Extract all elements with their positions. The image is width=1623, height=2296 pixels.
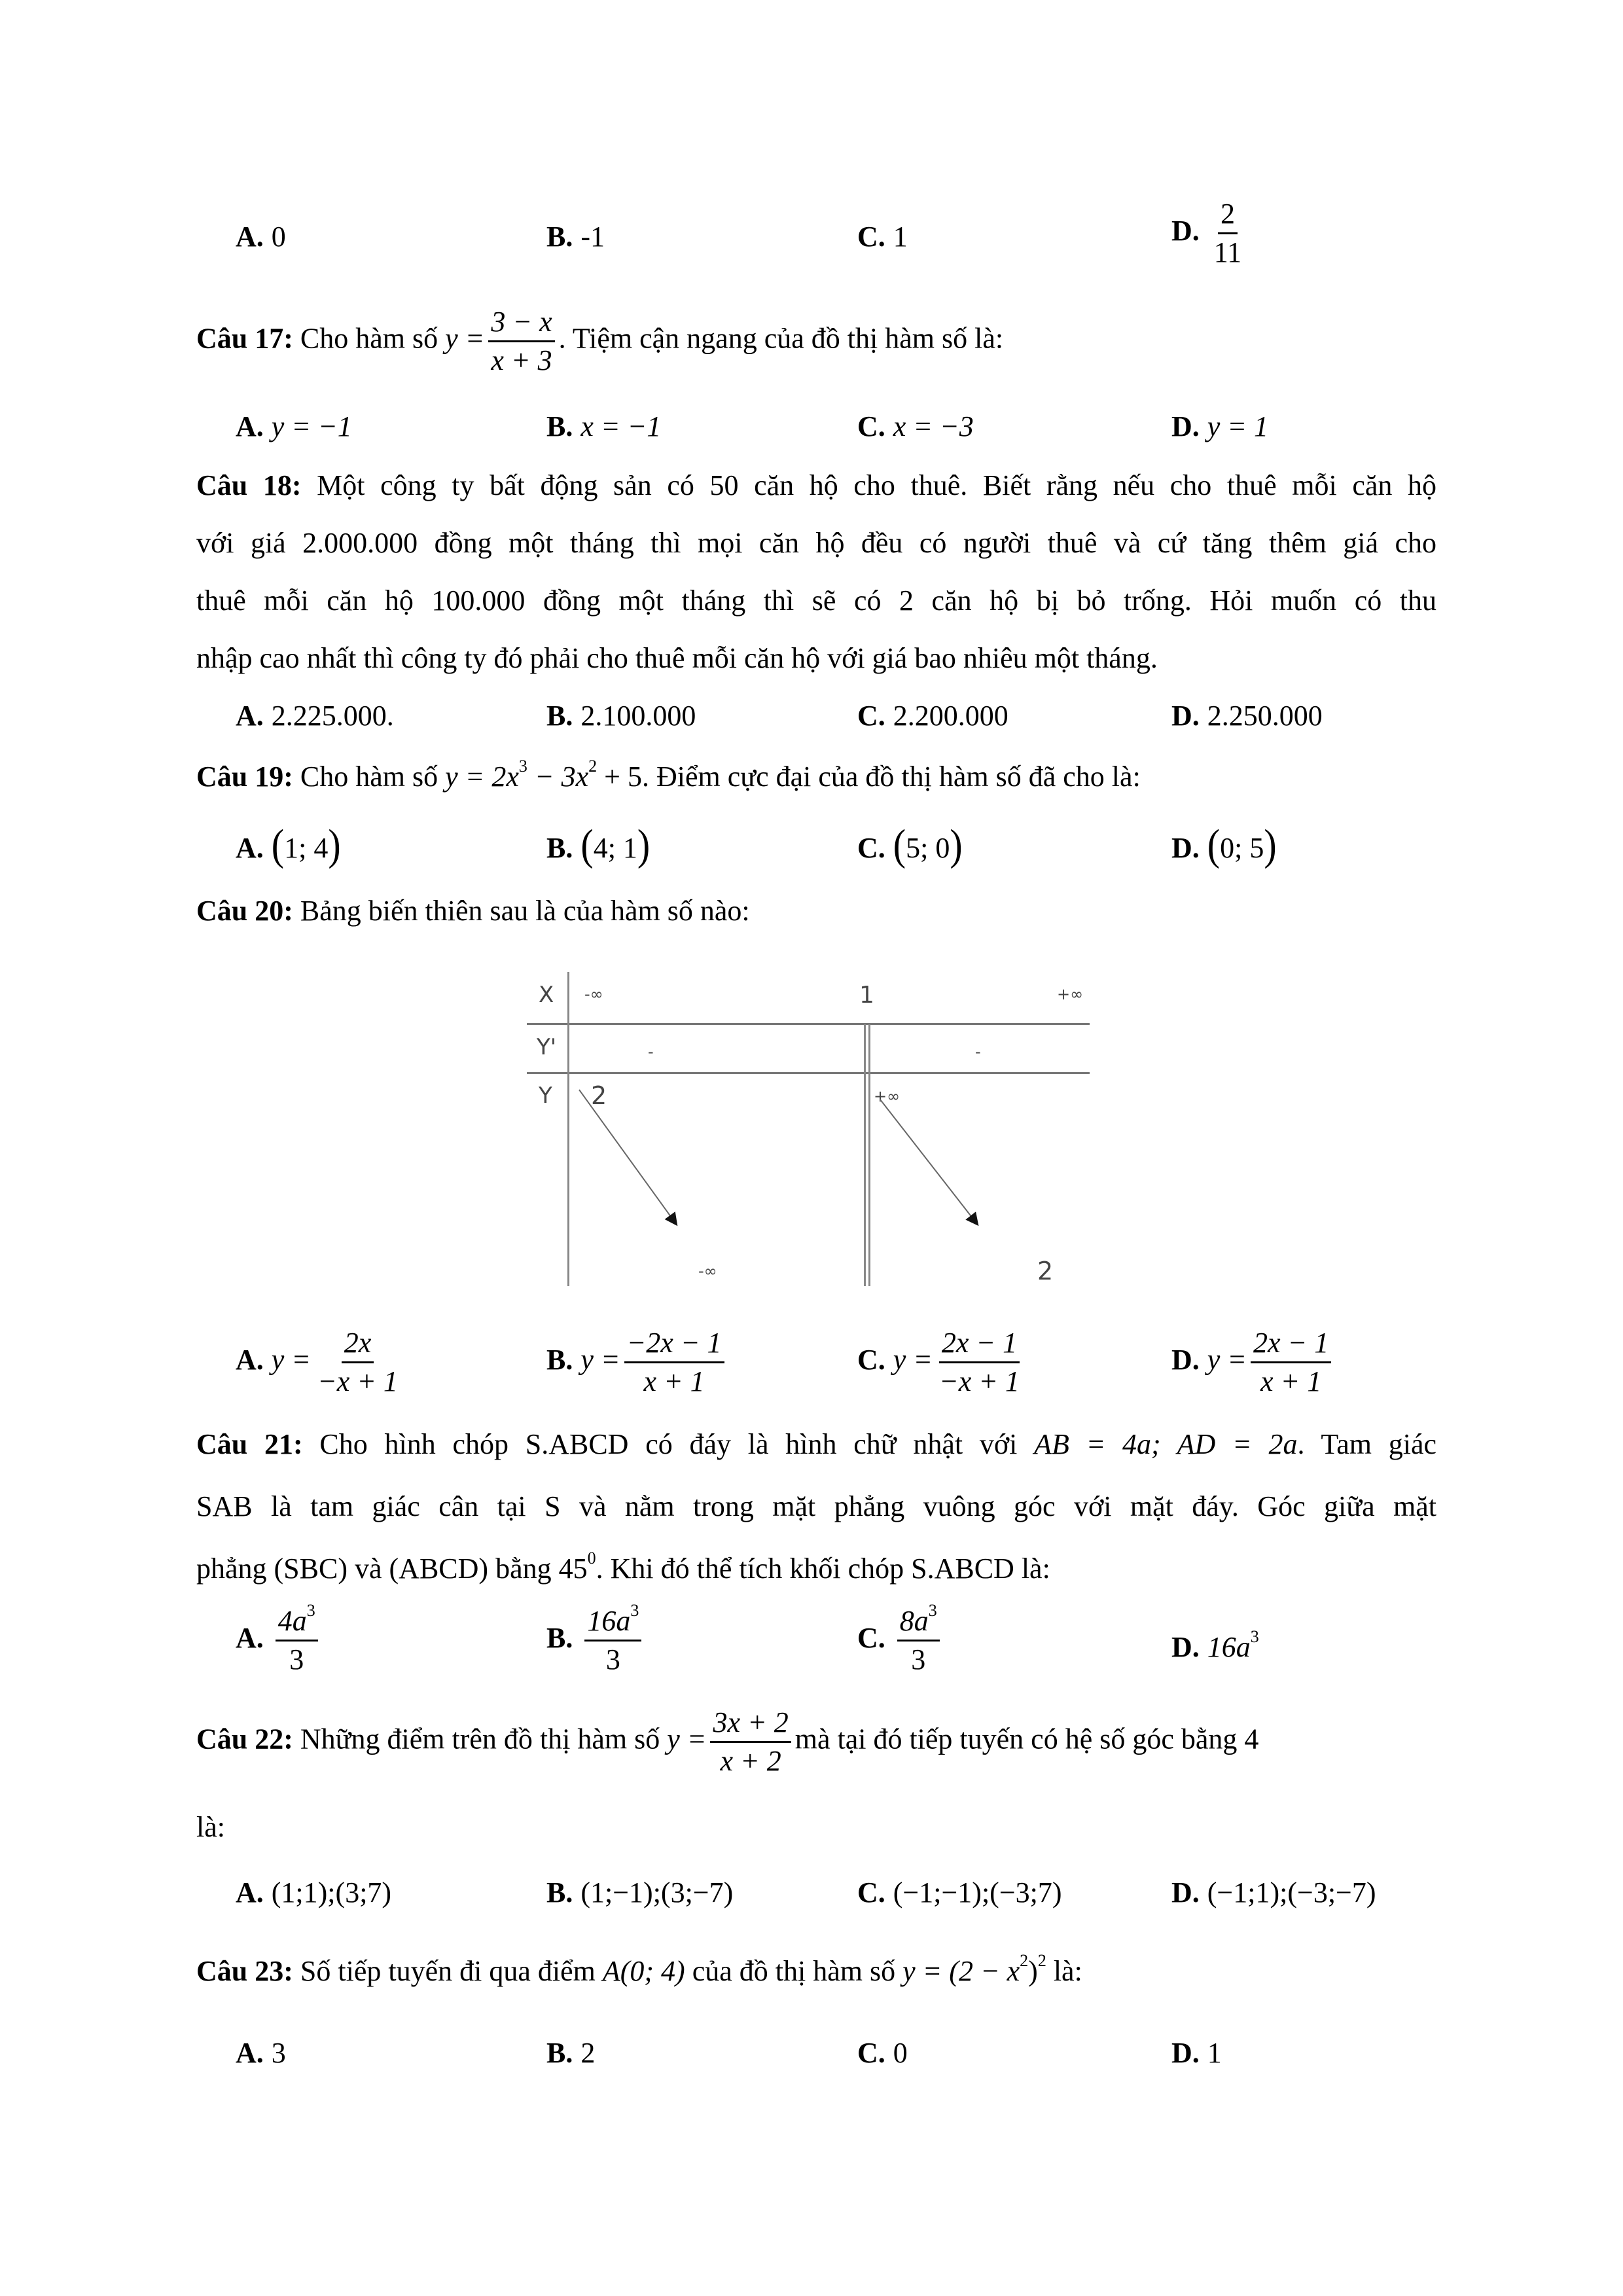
- x-value-pos-inf: +∞: [1057, 985, 1084, 1003]
- q22-option-d: D. (−1;1);(−3;−7): [1171, 1876, 1376, 1909]
- question-21-line-1: Câu 21: Cho hình chóp S.ABCD có đáy là hình chữ nhật với AB = 4a; AD = 2a. Tam giác: [196, 1428, 1437, 1460]
- q22-option-c: C. (−1;−1);(−3;7): [857, 1876, 1062, 1909]
- fraction: $\frac{3x + 2}{x + 2}$: [710, 1708, 791, 1776]
- q19-option-b: B. (4; 1): [546, 820, 651, 869]
- variation-table: [527, 965, 1090, 1293]
- row-label-y: Y: [539, 1083, 552, 1109]
- q16-option-b: B. -1: [546, 221, 605, 253]
- q20-option-c: C. y = $\frac{2x - 1}{-x + 1}$: [857, 1329, 1026, 1396]
- y-right-end: 2: [1037, 1257, 1054, 1285]
- question-18-line-1: Câu 18: Một công ty bất động sản có 50 căn hộ cho thuê. Biết rằng nếu cho thuê mỗi căn hộ: [196, 469, 1436, 501]
- q21-option-d: D. $16a^3$: [1171, 1627, 1259, 1663]
- q20-option-d: D. y = $\frac{2x - 1}{x + 1}$: [1171, 1329, 1335, 1396]
- q18-option-b: B. 2.100.000: [546, 700, 696, 732]
- q16-option-d: D. $\frac{2}{11}$: [1171, 200, 1248, 267]
- y-left-end: -∞: [698, 1262, 717, 1280]
- row-label-x: X: [539, 982, 554, 1008]
- q23-option-d: D. 1: [1171, 2037, 1222, 2069]
- question-22-line-2: là:: [196, 1811, 225, 1843]
- q22-option-a: A. (1;1);(3;7): [236, 1876, 392, 1909]
- q19-option-a: A. (1; 4): [236, 820, 341, 869]
- fraction: $\frac{4a^3}{3}$: [276, 1607, 318, 1674]
- y-left-start: 2: [591, 1081, 607, 1110]
- q17-option-d: D. y = 1: [1171, 410, 1269, 442]
- question-20: Câu 20: Bảng biến thiên sau là của hàm số nào:: [196, 895, 750, 927]
- question-18-line-3: thuê mỗi căn hộ 100.000 đồng một tháng thì sẽ có 2 căn hộ bị bỏ trống. Hỏi muốn có thu: [196, 584, 1436, 617]
- q17-option-a: A. y = −1: [236, 410, 352, 442]
- q23-option-c: C. 0: [857, 2037, 908, 2069]
- q23-option-b: B. 2: [546, 2037, 596, 2069]
- q20-option-a: A. y = $\frac{2x}{-x + 1}$: [236, 1329, 404, 1396]
- question-19: Câu 19: Cho hàm số $y = 2x^3 - 3x^2 + 5$. Điểm cực đại của đồ thị hàm số đã cho là:: [196, 757, 1141, 793]
- y-right-start: +∞: [874, 1087, 901, 1105]
- fraction: $\frac{2x - 1}{x + 1}$: [1251, 1329, 1331, 1396]
- q19-option-d: D. (0; 5): [1171, 820, 1277, 869]
- fraction: $\frac{2x}{-x + 1}$: [317, 1327, 398, 1397]
- q21-option-a: A. $\frac{4a^3}{3}$: [236, 1607, 322, 1674]
- fraction: $\frac{-2x - 1}{x + 1}$: [624, 1329, 724, 1396]
- q21-option-b: B. $\frac{16a^3}{3}$: [546, 1607, 645, 1674]
- q16-option-c: C. 1: [857, 221, 908, 253]
- x-value-1: 1: [859, 982, 874, 1009]
- q19-option-c: C. (5; 0): [857, 820, 963, 869]
- question-17: Câu 17: Cho hàm số y = $\frac{3 - x}{x + 3}$ . Tiệm cận ngang của đồ thị hàm số là:: [196, 306, 1004, 376]
- q17-option-b: B. x = −1: [546, 410, 662, 442]
- fraction: $\frac{2}{11}$: [1213, 198, 1242, 268]
- question-23: Câu 23: Số tiếp tuyến đi qua điểm A(0; 4) của đồ thị hàm số $y = (2 - x^2)^2$ là:: [196, 1951, 1082, 1987]
- yprime-sign-right: -: [975, 1043, 981, 1061]
- fraction: $\frac{2x - 1}{-x + 1}$: [939, 1327, 1020, 1397]
- question-22: Câu 22: Những điểm trên đồ thị hàm số y = $\frac{3x + 2}{x + 2}$ mà tại đó tiếp tuyến có hệ số góc bằng 4: [196, 1706, 1259, 1777]
- q20-option-b: B. y = $\frac{-2x - 1}{x + 1}$: [546, 1329, 728, 1396]
- q21-option-c: C. $\frac{8a^3}{3}$: [857, 1607, 944, 1674]
- yprime-sign-left: -: [648, 1043, 654, 1061]
- fraction: $\frac{16a^3}{3}$: [584, 1607, 641, 1674]
- fraction: $\frac{8a^3}{3}$: [897, 1607, 940, 1674]
- q23-option-a: A. 3: [236, 2037, 286, 2069]
- decreasing-arrows: [527, 965, 1090, 1293]
- q22-option-b: B. (1;−1);(3;−7): [546, 1876, 734, 1909]
- q16-option-a: A. 0: [236, 221, 286, 253]
- question-21-line-3: phẳng (SBC) và (ABCD) bằng $45^0$. Khi đó thể tích khối chóp S.ABCD là:: [196, 1549, 1050, 1585]
- x-value-neg-inf: -∞: [584, 985, 603, 1003]
- question-21-line-2: SAB là tam giác cân tại S và nằm trong mặt phẳng vuông góc với mặt đáy. Góc giữa mặt: [196, 1490, 1436, 1522]
- fraction: $\frac{3 - x}{x + 3}$: [488, 308, 554, 375]
- q18-option-c: C. 2.200.000: [857, 700, 1008, 732]
- q18-option-a: A. 2.225.000.: [236, 700, 394, 732]
- question-18-line-2: với giá 2.000.000 đồng một tháng thì mọi căn hộ đều có người thuê và cứ tăng thêm giá cho: [196, 527, 1436, 559]
- q18-option-d: D. 2.250.000: [1171, 700, 1323, 732]
- question-18-line-4: nhập cao nhất thì công ty đó phải cho thuê mỗi căn hộ với giá bao nhiêu một tháng.: [196, 642, 1158, 674]
- q17-option-c: C. x = −3: [857, 410, 974, 442]
- row-label-yprime: Y': [537, 1034, 557, 1060]
